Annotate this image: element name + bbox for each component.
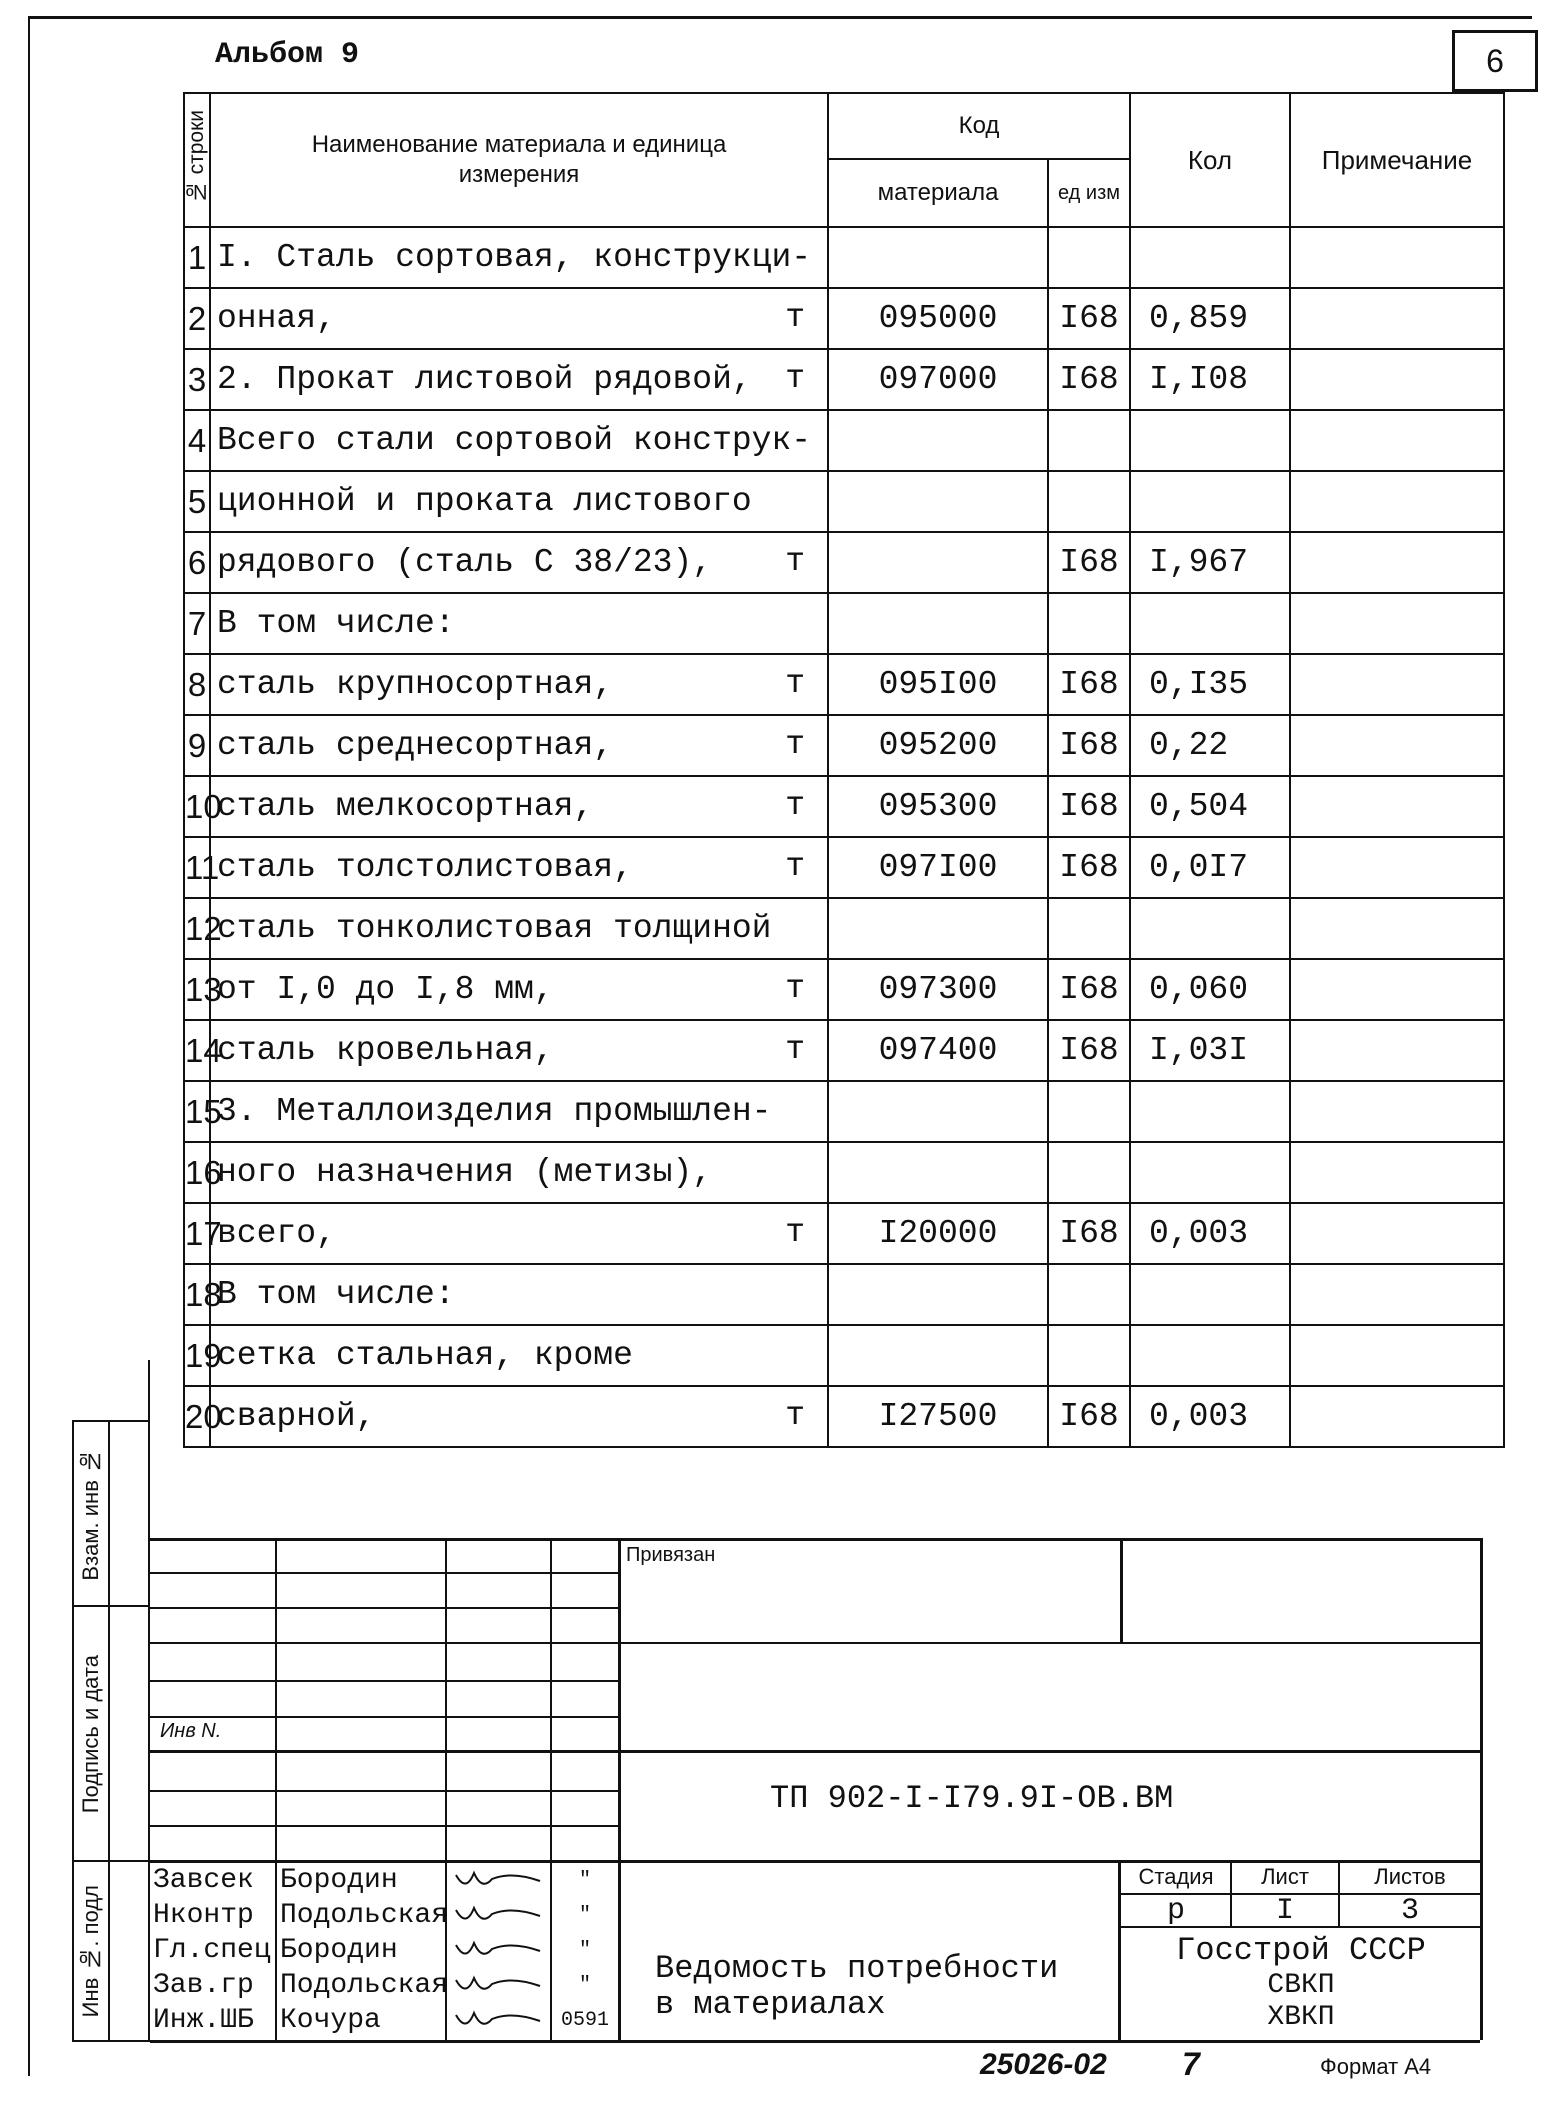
table-row	[184, 837, 1504, 898]
material-name	[210, 1386, 828, 1447]
material-name	[210, 1325, 828, 1386]
material-name	[210, 593, 828, 654]
material-unit: т	[785, 1031, 805, 1068]
privyazan-label: Привязан	[626, 1544, 716, 1566]
material-name-text: 3. Металлоизделия промышлен-	[217, 1093, 772, 1130]
material-name-text: онная,	[217, 300, 336, 337]
material-name	[210, 1081, 828, 1142]
quantity: 0,859	[1130, 288, 1290, 349]
row-number: 4	[184, 410, 210, 471]
material-code	[828, 1264, 1048, 1325]
title-line	[150, 2040, 1480, 2043]
note	[1290, 471, 1504, 532]
signer-date: "	[578, 1869, 591, 1892]
album-label: Альбом 9	[215, 38, 360, 72]
quantity	[1130, 1081, 1290, 1142]
signer-name: Бородин	[280, 1935, 398, 1966]
signer-date: "	[578, 1939, 591, 1962]
header-name: Наименование материала и единица измерения	[210, 93, 828, 227]
signature-mark	[452, 2007, 547, 2037]
note	[1290, 1325, 1504, 1386]
row-number: 1	[184, 227, 210, 288]
note	[1290, 1142, 1504, 1203]
material-code	[828, 410, 1048, 471]
footer-number: 25026-02	[980, 2048, 1107, 2081]
quantity: 0,060	[1130, 959, 1290, 1020]
material-unit: т	[785, 970, 805, 1007]
note	[1290, 288, 1504, 349]
material-unit: т	[785, 543, 805, 580]
unit-code: I68	[1048, 349, 1130, 410]
material-name-text: I. Сталь сортовая, конструкци-	[217, 239, 812, 276]
note	[1290, 654, 1504, 715]
material-code	[828, 1325, 1048, 1386]
row-number: 2	[184, 288, 210, 349]
note	[1290, 532, 1504, 593]
material-code: 097300	[828, 959, 1048, 1020]
unit-code: I68	[1048, 1203, 1130, 1264]
table-body	[184, 227, 1504, 1447]
sheet-value: I	[1275, 1894, 1294, 1928]
material-name	[210, 288, 828, 349]
material-code	[828, 898, 1048, 959]
table-row	[184, 1325, 1504, 1386]
quantity: 0,003	[1130, 1203, 1290, 1264]
unit-code	[1048, 227, 1130, 288]
material-code	[828, 1142, 1048, 1203]
signature-mark	[452, 1937, 547, 1967]
quantity: 0,003	[1130, 1386, 1290, 1447]
unit-code: I68	[1048, 1020, 1130, 1081]
quantity: 0,I35	[1130, 654, 1290, 715]
material-name	[210, 532, 828, 593]
stage-label: Стадия	[1138, 1864, 1214, 1889]
material-name	[210, 1020, 828, 1081]
note	[1290, 1386, 1504, 1447]
signer-role: Инж.ШБ	[153, 2005, 254, 2036]
note	[1290, 1081, 1504, 1142]
row-number: 12	[184, 898, 210, 959]
side-border	[72, 1605, 150, 1607]
quantity: 0,0I7	[1130, 837, 1290, 898]
quantity: I,967	[1130, 532, 1290, 593]
material-code	[828, 532, 1048, 593]
material-name-text: В том числе:	[217, 1276, 455, 1313]
signer-role: Завсек	[153, 1865, 254, 1896]
material-unit: т	[785, 360, 805, 397]
document-code: ТП 902-I-I79.9I-ОВ.ВМ	[770, 1780, 1174, 1817]
row-number: 5	[184, 471, 210, 532]
note	[1290, 227, 1504, 288]
note	[1290, 1020, 1504, 1081]
side-border	[72, 1420, 74, 2040]
note	[1290, 1203, 1504, 1264]
row-number: 10	[184, 776, 210, 837]
material-name	[210, 776, 828, 837]
quantity	[1130, 1264, 1290, 1325]
row-number: 17	[184, 1203, 210, 1264]
header-code-unit: ед изм	[1048, 159, 1130, 227]
material-code: I27500	[828, 1386, 1048, 1447]
unit-code	[1048, 593, 1130, 654]
table-row	[184, 410, 1504, 471]
header-qty: Кол	[1130, 93, 1290, 227]
signer-date: "	[578, 1904, 591, 1927]
quantity	[1130, 898, 1290, 959]
quantity: 0,22	[1130, 715, 1290, 776]
material-name-text: от I,0 до I,8 мм,	[217, 971, 554, 1008]
material-name-text: 2. Прокат листовой рядовой,	[217, 361, 752, 398]
material-name-text: сталь среднесортная,	[217, 727, 614, 764]
table-row	[184, 715, 1504, 776]
unit-code	[1048, 1325, 1130, 1386]
material-unit: т	[785, 299, 805, 336]
table-row	[184, 776, 1504, 837]
note	[1290, 776, 1504, 837]
title-line	[275, 1538, 277, 2040]
signer-name: Подольская	[280, 1970, 449, 2001]
material-name	[210, 837, 828, 898]
table-row	[184, 532, 1504, 593]
material-unit: т	[785, 1214, 805, 1251]
material-name	[210, 1264, 828, 1325]
material-name-text: сетка стальная, кроме	[217, 1337, 633, 1374]
note	[1290, 593, 1504, 654]
material-name-text: ционной и проката листового	[217, 483, 752, 520]
material-name-text: сталь крупносортная,	[217, 666, 614, 703]
material-name-text: сталь тонколистовая толщиной	[217, 910, 772, 947]
side-border	[72, 1420, 150, 1422]
stage-value: р	[1166, 1894, 1185, 1928]
row-number: 8	[184, 654, 210, 715]
material-code: 097000	[828, 349, 1048, 410]
unit-code	[1048, 1264, 1130, 1325]
material-code: 095000	[828, 288, 1048, 349]
material-unit: т	[785, 726, 805, 763]
unit-code	[1048, 1142, 1130, 1203]
title-line	[150, 1538, 1480, 1541]
material-code	[828, 471, 1048, 532]
row-number: 13	[184, 959, 210, 1020]
row-number: 19	[184, 1325, 210, 1386]
side-border	[148, 1360, 150, 2040]
unit-code	[1048, 410, 1130, 471]
unit-code: I68	[1048, 776, 1130, 837]
material-name-text: В том числе:	[217, 605, 455, 642]
unit-code: I68	[1048, 837, 1130, 898]
material-name-text: рядового (сталь С 38/23),	[217, 544, 713, 581]
side-border	[108, 1420, 110, 2040]
materials-table	[183, 92, 1505, 1448]
table-row	[184, 349, 1504, 410]
unit-code: I68	[1048, 288, 1130, 349]
material-name	[210, 1203, 828, 1264]
row-number: 3	[184, 349, 210, 410]
inv-n-label: Инв N.	[160, 1720, 222, 1742]
row-number: 11	[184, 837, 210, 898]
material-name-text: сварной,	[217, 1398, 376, 1435]
title-line	[1480, 1538, 1483, 2040]
signature-mark	[452, 1867, 547, 1897]
title-line	[150, 1860, 1480, 1863]
row-number: 15	[184, 1081, 210, 1142]
sheets-label: Листов	[1374, 1864, 1446, 1889]
signer-date: 0591	[560, 2009, 609, 2032]
side-border	[72, 1860, 150, 1862]
header-code-material: материала	[828, 159, 1048, 227]
material-name-text: сталь мелкосортная,	[217, 788, 594, 825]
material-code: 097400	[828, 1020, 1048, 1081]
material-name	[210, 959, 828, 1020]
row-number: 9	[184, 715, 210, 776]
footer-page: 7	[1182, 2046, 1200, 2082]
material-name	[210, 410, 828, 471]
quantity	[1130, 471, 1290, 532]
title-line	[1120, 1538, 1123, 1644]
quantity	[1130, 410, 1290, 471]
header-row-no: № строки	[184, 93, 210, 227]
row-number: 7	[184, 593, 210, 654]
sheets-value: 3	[1400, 1894, 1419, 1928]
side-label-vzam: Взам. инв №	[78, 1449, 103, 1581]
quantity	[1130, 227, 1290, 288]
material-name-text: Всего стали сортовой конструк-	[217, 422, 812, 459]
unit-code: I68	[1048, 959, 1130, 1020]
material-code	[828, 1081, 1048, 1142]
material-name	[210, 654, 828, 715]
document-title-line2: в материалах	[655, 1986, 886, 2023]
quantity: 0,504	[1130, 776, 1290, 837]
table-row	[184, 1020, 1504, 1081]
material-name	[210, 471, 828, 532]
unit-code: I68	[1048, 532, 1130, 593]
material-code	[828, 593, 1048, 654]
row-number: 6	[184, 532, 210, 593]
unit-code	[1048, 471, 1130, 532]
header-code: Код	[828, 93, 1130, 159]
title-line	[550, 1538, 552, 2040]
material-unit: т	[785, 787, 805, 824]
org-line3: ХВКП	[1267, 2002, 1335, 2033]
unit-code	[1048, 1081, 1130, 1142]
quantity: I,03I	[1130, 1020, 1290, 1081]
signer-role: Гл.спец	[153, 1935, 271, 1966]
material-code: 095200	[828, 715, 1048, 776]
table-row	[184, 593, 1504, 654]
note	[1290, 959, 1504, 1020]
signer-name: Бородин	[280, 1865, 398, 1896]
note	[1290, 1264, 1504, 1325]
material-name	[210, 715, 828, 776]
material-name	[210, 898, 828, 959]
signature-mark	[452, 1972, 547, 2002]
note	[1290, 715, 1504, 776]
table-row	[184, 898, 1504, 959]
table-row	[184, 1264, 1504, 1325]
table-row	[184, 1142, 1504, 1203]
sheet-number-box: 6	[1452, 30, 1538, 92]
material-name	[210, 227, 828, 288]
note	[1290, 410, 1504, 471]
title-line	[150, 1750, 1480, 1753]
quantity	[1130, 593, 1290, 654]
title-line	[1118, 1860, 1121, 2040]
table-row	[184, 1081, 1504, 1142]
signer-name: Кочура	[280, 2005, 381, 2036]
table-row	[184, 654, 1504, 715]
table-row	[184, 288, 1504, 349]
table-row	[184, 227, 1504, 288]
unit-code	[1048, 898, 1130, 959]
row-number: 20	[184, 1386, 210, 1447]
material-name-text: сталь кровельная,	[217, 1032, 554, 1069]
material-code: 095I00	[828, 654, 1048, 715]
material-code: 097I00	[828, 837, 1048, 898]
quantity: I,I08	[1130, 349, 1290, 410]
table-row	[184, 471, 1504, 532]
row-number: 16	[184, 1142, 210, 1203]
signer-date: "	[578, 1974, 591, 1997]
unit-code: I68	[1048, 715, 1130, 776]
material-code	[828, 227, 1048, 288]
material-unit: т	[785, 848, 805, 885]
quantity	[1130, 1142, 1290, 1203]
material-unit: т	[785, 665, 805, 702]
note	[1290, 349, 1504, 410]
note	[1290, 898, 1504, 959]
note	[1290, 837, 1504, 898]
material-code: I20000	[828, 1203, 1048, 1264]
signer-role: Зав.гр	[153, 1970, 254, 2001]
material-unit: т	[785, 1397, 805, 1434]
quantity	[1130, 1325, 1290, 1386]
unit-code: I68	[1048, 1386, 1130, 1447]
table-row	[184, 1386, 1504, 1447]
material-name	[210, 349, 828, 410]
signer-name: Подольская	[280, 1900, 449, 1931]
document-title-line1: Ведомость потребности	[655, 1950, 1059, 1987]
side-label-podpis: Подпись и дата	[78, 1654, 103, 1814]
sheet-label: Лист	[1261, 1864, 1309, 1889]
material-name	[210, 1142, 828, 1203]
table-row	[184, 959, 1504, 1020]
footer-format: Формат А4	[1320, 2054, 1432, 2079]
table-row	[184, 1203, 1504, 1264]
org-line2: СВКП	[1267, 1970, 1335, 2001]
row-number: 14	[184, 1020, 210, 1081]
unit-code: I68	[1048, 654, 1130, 715]
signer-role: Нконтр	[153, 1900, 254, 1931]
side-border	[72, 2040, 150, 2042]
material-name-text: сталь толстолистовая,	[217, 849, 633, 886]
header-note: Примечание	[1290, 93, 1504, 227]
side-label-inv-podl: Инв №. подл	[78, 1884, 103, 2018]
material-name-text: ного назначения (метизы),	[217, 1154, 713, 1191]
row-number: 18	[184, 1264, 210, 1325]
signature-mark	[452, 1902, 547, 1932]
title-line	[618, 1538, 621, 2040]
title-line	[150, 1642, 1480, 1644]
material-code: 095300	[828, 776, 1048, 837]
material-name-text: всего,	[217, 1215, 336, 1252]
org-line1: Госстрой СССР	[1176, 1932, 1426, 1969]
